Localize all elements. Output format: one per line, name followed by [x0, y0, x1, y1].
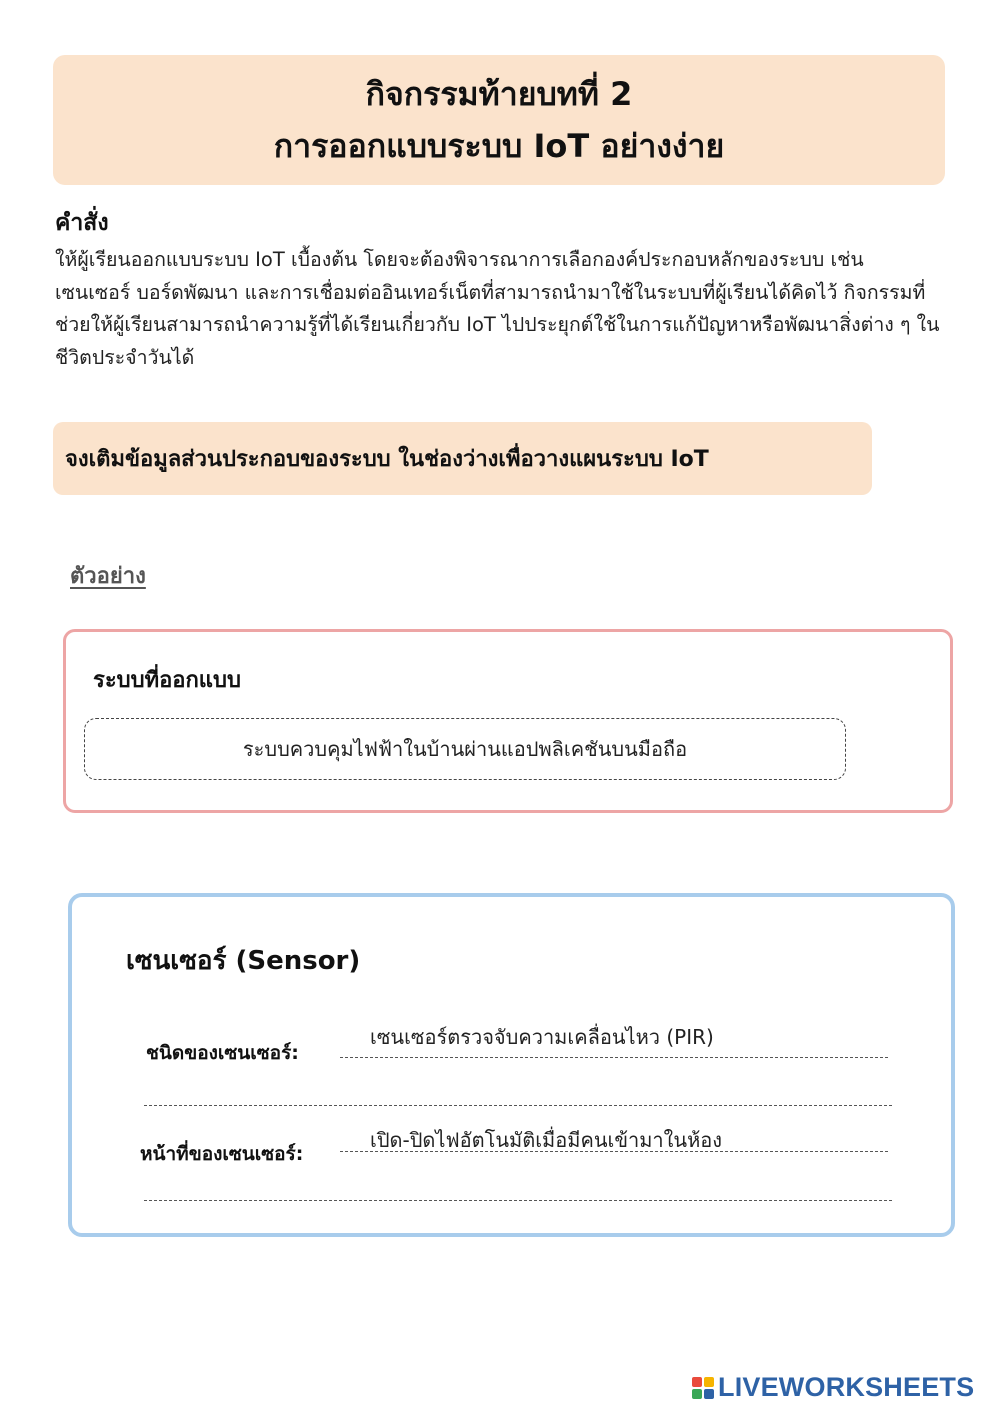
sensor-function-field[interactable]: เปิด-ปิดไฟอัตโนมัติเมื่อมีคนเข้ามาในห้อง [370, 1128, 723, 1152]
liveworksheets-brand [692, 1372, 974, 1403]
logo-square-blue [704, 1389, 714, 1399]
task-banner [53, 422, 872, 495]
logo-square-red [692, 1377, 702, 1387]
sensor-type-field[interactable]: เซนเซอร์ตรวจจับความเคลื่อนไหว (PIR) [370, 1025, 714, 1049]
sensor-type-extra-line[interactable] [144, 1105, 892, 1106]
designed-system-card [63, 629, 953, 813]
page-subtitle: การออกแบบระบบ IoT อย่างง่าย [273, 127, 725, 165]
sensor-function-label: หน้าที่ของเซนเซอร์: [140, 1143, 304, 1165]
logo-square-yellow [704, 1377, 714, 1387]
instructions-body: ให้ผู้เรียนออกแบบระบบ IoT เบื้องต้น โดยจะต้องพิจารณาการเลือกองค์ประกอบหลักของระบบ เช่น เซนเซอร์ บอร์ดพัฒนา และการเชื่อมต่ออินเทอร์เน็ตที่สามารถนำมาใช้ในระบบที่ผู้เรียนได้คิดไว้ กิจกรรมที่ช่วยให้ผู้เรียนสามารถนำความรู้ที่ได้เรียนเกี่ยวกับ IoT ไปประยุกต์ใช้ในการแก้ปัญหาหรือพัฒนาสิ่งต่าง ๆ ในชีวิตประจำวันได้ [55, 248, 940, 369]
page-title: กิจกรรมท้ายบทที่ 2 [365, 75, 633, 113]
sensor-heading: เซนเซอร์ (Sensor) [126, 946, 361, 976]
designed-system-field[interactable] [84, 718, 846, 780]
example-label: ตัวอย่าง [70, 564, 146, 589]
sensor-card [68, 893, 955, 1237]
instructions-heading: คำสั่ง [55, 210, 109, 236]
designed-system-heading: ระบบที่ออกแบบ [93, 668, 241, 693]
task-text: จงเติมข้อมูลส่วนประกอบของระบบ ในช่องว่างเพื่อวางแผนระบบ IoT [65, 447, 709, 472]
title-banner [53, 55, 945, 185]
designed-system-value: ระบบควบคุมไฟฟ้าในบ้านผ่านแอปพลิเคชันบนมือถือ [242, 737, 688, 761]
sensor-type-underline [340, 1057, 888, 1058]
sensor-type-label: ชนิดของเซนเซอร์: [146, 1042, 299, 1064]
brand-name: LIVEWORKSHEETS [718, 1372, 975, 1402]
sensor-function-underline [340, 1151, 888, 1152]
liveworksheets-logo-icon [692, 1377, 714, 1399]
logo-square-green [692, 1389, 702, 1399]
sensor-function-extra-line[interactable] [144, 1200, 892, 1201]
